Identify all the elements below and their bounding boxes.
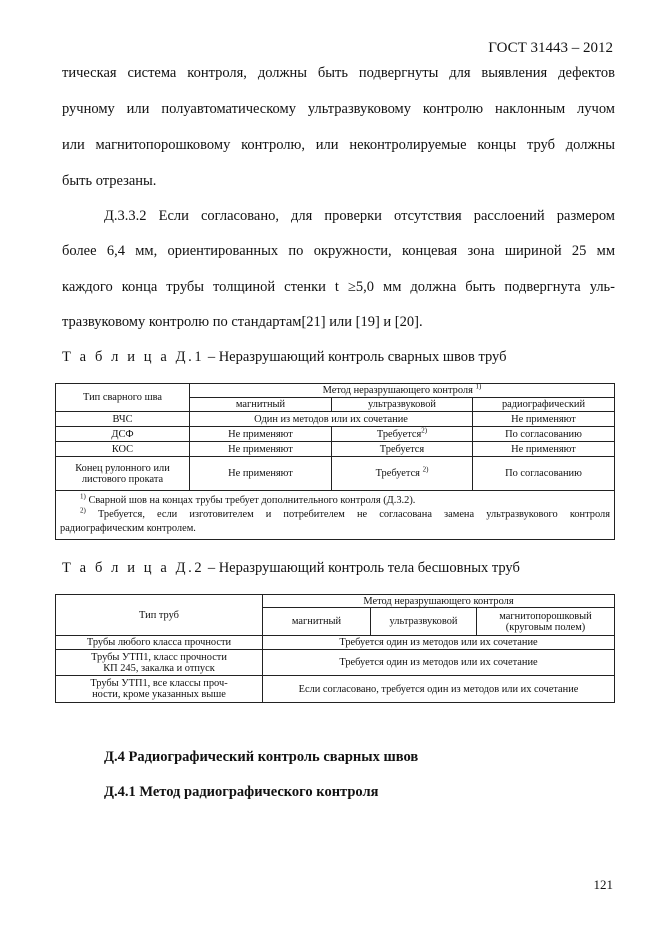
header-cell: магнитный (263, 608, 371, 636)
table-cell: Не применяют (190, 457, 332, 491)
footnote: $^{1)}$ Сварной шов на концах трубы требует дополнительного контроля (Д.3.2). (80, 492, 416, 506)
table-cell: Требуется$^{2)}$ (332, 427, 473, 442)
header-cell: магнитный (190, 398, 332, 412)
table-cell: Требуется $^{2)}$ (332, 457, 473, 491)
table-footnotes (56, 491, 615, 540)
header-cell: Метод неразрушающего контроля (263, 595, 615, 608)
paragraph-line: или магнитопорошковому контролю, или неконтролируемые концы труб должны (62, 137, 615, 153)
table-d1 (55, 383, 615, 540)
table-cell: ВЧС (56, 412, 190, 427)
header-cell: ультразвуковой (371, 608, 477, 636)
table-cell: Один из методов или их сочетание (190, 412, 473, 427)
section-heading: Д.4.1 Метод радиографического контроля (104, 784, 379, 800)
footnote-cell (56, 491, 615, 540)
table-title (62, 349, 507, 366)
table-row (56, 650, 615, 676)
section-heading: Д.4 Радиографический контроль сварных швов (104, 749, 419, 765)
table-cell: Не применяют (190, 427, 332, 442)
header-cell: ультразвуковой (332, 398, 473, 412)
table-cell: Не применяют (190, 442, 332, 457)
paragraph-line: ручному или полуавтоматическому ультразвуковому контролю наклонным лучом (62, 101, 615, 117)
table-cell: Конец рулонного или листового проката (56, 457, 190, 491)
table-cell: По согласованию (473, 457, 615, 491)
table-cell: Трубы любого класса прочности (56, 636, 263, 650)
table-label: Т а б л и ц а Д.2 (62, 560, 205, 576)
table-row (56, 676, 615, 703)
table-label: Т а б л и ц а Д.1 (62, 349, 205, 365)
table-row (56, 412, 615, 427)
header-cell: Метод неразрушающего контроля $^{1)}$ (190, 384, 615, 398)
table-d2 (55, 594, 615, 703)
table-caption: – Неразрушающий контроль тела бесшовных труб (204, 560, 520, 576)
paragraph-line: быть отрезаны. (62, 173, 157, 189)
footnote: $^{2)}$ Требуется, если изготовителем и потребителем не согласована замена ультразвукового контроля (80, 506, 610, 520)
table-cell: Требуется один из методов или их сочетание (263, 636, 615, 650)
header-cell: Тип сварного шва (56, 384, 190, 412)
paragraph-line: тразвуковому контролю по стандартам[21] или [19] и [20]. (62, 314, 423, 330)
table-cell: Требуется один из методов или их сочетание (263, 650, 615, 676)
page-number: 121 (593, 877, 613, 892)
table-cell: По согласованию (473, 427, 615, 442)
paragraph-line: тическая система контроля, должны быть подвергнуты для выявления дефектов (62, 65, 615, 81)
table-title (62, 560, 520, 577)
header-cell: Тип труб (56, 595, 263, 636)
footnote: радиографическим контролем. (60, 523, 196, 534)
table-cell: Не применяют (473, 412, 615, 427)
table-row (56, 457, 615, 491)
table-cell: Трубы УТП1, все классы проч- ности, кроме указанных выше (56, 676, 263, 703)
header-cell: радиографический (473, 398, 615, 412)
table-row (56, 427, 615, 442)
table-row (56, 636, 615, 650)
table-caption: – Неразрушающий контроль сварных швов труб (204, 349, 507, 365)
header-cell: магнитопорошковый (круговым полем) (477, 608, 615, 636)
paragraph-line: каждого конца трубы толщиной стенки t ≥5,0 мм должна быть подвергнута уль- (62, 279, 615, 295)
table-cell: Если согласовано, требуется один из методов или их сочетание (263, 676, 615, 703)
table-cell: Не применяют (473, 442, 615, 457)
table-row (56, 442, 615, 457)
document-header: ГОСТ 31443 – 2012 (488, 40, 613, 56)
paragraph-line: более 6,4 мм, ориентированных по окружности, концевая зона шириной 25 мм (62, 243, 615, 259)
table-cell: ДСФ (56, 427, 190, 442)
paragraph-line: Д.3.3.2 Если согласовано, для проверки отсутствия расслоений размером (104, 208, 615, 224)
table-cell: Трубы УТП1, класс прочности КП 245, закалка и отпуск (56, 650, 263, 676)
table-cell: Требуется (332, 442, 473, 457)
table-cell: КОС (56, 442, 190, 457)
